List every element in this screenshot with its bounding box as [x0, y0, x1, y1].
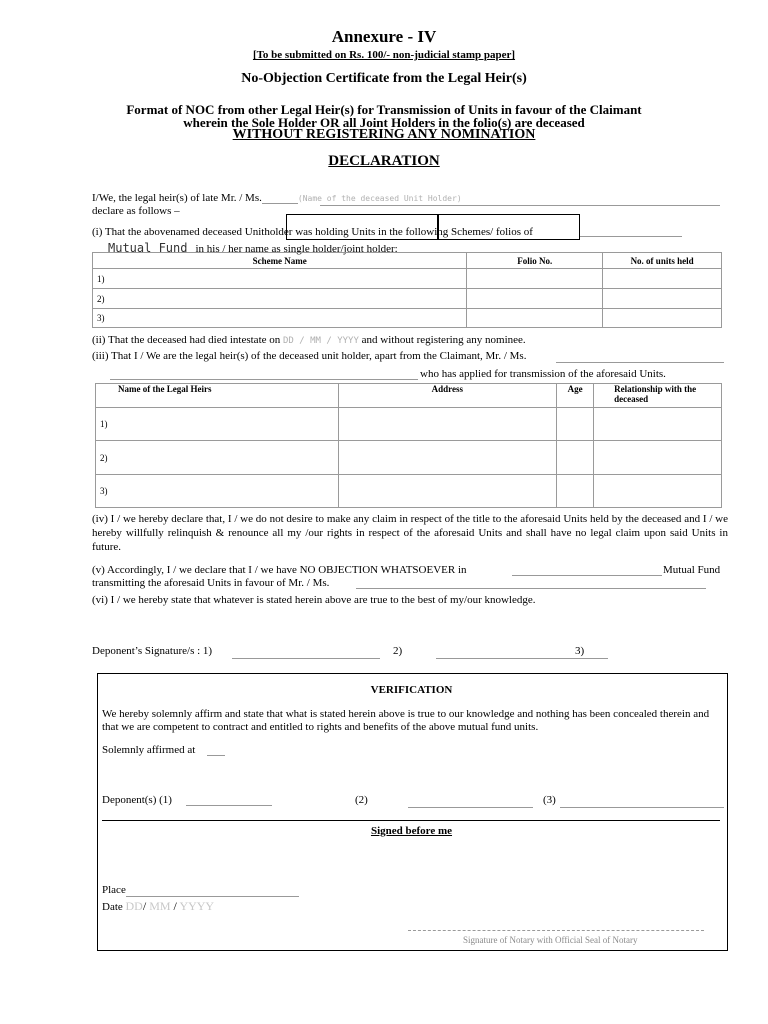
deponent-2-label: (2): [355, 794, 368, 806]
intro-blank: [262, 192, 298, 204]
clause-ii-prefix: (ii) That the deceased had died intestate on: [92, 334, 281, 346]
clause-iii-line-1: (iii) That I / We are the legal heir(s) of the deceased unit holder, apart from the Claimant, Mr. / Ms.: [92, 350, 527, 362]
clause-i-text: (i) That the abovenamed deceased Unitholder was holding Units in the following Schemes/ folios of: [92, 226, 533, 238]
heir-name-cell[interactable]: 2): [96, 441, 339, 475]
scheme-name-cell[interactable]: 3): [93, 309, 467, 328]
clause-v-prefix: (v) Accordingly, I / we declare that I / we have NO OBJECTION WHATSOEVER in: [92, 564, 467, 576]
deponent-1-line[interactable]: [186, 805, 272, 806]
table-row: [96, 475, 722, 508]
verification-body: We hereby solemnly affirm and state that what is stated herein above is true to our knowledge and nothing has been concealed therein and that we are competent to contract and entitled to rights and benefits of the above mutual fund units.: [102, 708, 710, 733]
signature-2-line[interactable]: [436, 658, 608, 659]
clause-ii: [92, 334, 526, 346]
scheme-input-box-2[interactable]: [438, 214, 580, 240]
format-line-3: WITHOUT REGISTERING ANY NOMINATION: [232, 127, 536, 142]
affirmed-at-label: Solemnly affirmed at: [102, 744, 196, 756]
table-row: [93, 309, 722, 328]
clause-vi: (vi) I / we hereby state that whatever is stated herein above are true to the best of my/our knowledge.: [92, 594, 536, 606]
intro-line-1: [92, 192, 462, 204]
legal-heirs-table: [95, 383, 722, 508]
folio-no-cell[interactable]: [467, 269, 603, 289]
date-label: Date: [102, 901, 123, 913]
folio-no-cell[interactable]: [467, 309, 603, 328]
date-yyyy: YYYY: [179, 899, 215, 913]
clause-ii-suffix: and without registering any nominee.: [361, 334, 526, 346]
date-dd: DD: [125, 899, 143, 913]
annexure-title: Annexure - IV: [331, 27, 437, 46]
date-mm: MM: [149, 899, 171, 913]
table-row: [93, 289, 722, 309]
death-date-field[interactable]: DD / MM / YYYY: [283, 336, 359, 346]
scheme-name-cell[interactable]: 2): [93, 289, 467, 309]
stamp-paper-note: [To be submitted on Rs. 100/- non-judicial stamp paper]: [252, 49, 516, 61]
signed-before-me: Signed before me: [370, 825, 453, 837]
deceased-name-underline: [320, 205, 720, 206]
heir-name-cell[interactable]: 3): [96, 475, 339, 508]
units-held-cell[interactable]: [603, 309, 722, 328]
table-row: [96, 441, 722, 475]
fund-name-blank[interactable]: [512, 575, 662, 576]
deponent-signature-label: Deponent’s Signature/s : 1): [92, 645, 213, 657]
relationship-cell[interactable]: [594, 475, 722, 508]
verification-divider: [102, 820, 720, 821]
mutual-fund-label: Mutual Fund: [108, 241, 188, 255]
deceased-name-field[interactable]: (Name of the deceased Unit Holder): [297, 194, 462, 203]
noc-title: No-Objection Certificate from the Legal Heir(s): [241, 71, 527, 86]
affirmed-at-blank[interactable]: [207, 755, 225, 756]
folio-no-header: Folio No.: [467, 253, 603, 269]
format-line-1: Format of NOC from other Legal Heir(s) for Transmission of Units in favour of the Claimant: [126, 102, 642, 117]
address-cell[interactable]: [338, 408, 557, 441]
intro-line-2: declare as follows –: [92, 205, 180, 217]
age-cell[interactable]: [557, 475, 594, 508]
intro-prefix: I/We, the legal heir(s) of late Mr. / Ms.: [92, 192, 262, 204]
verification-title: VERIFICATION: [370, 684, 453, 696]
age-cell[interactable]: [557, 441, 594, 475]
age-cell[interactable]: [557, 408, 594, 441]
format-line-2: wherein the Sole Holder OR all Joint Holders in the folio(s) are deceased: [183, 115, 585, 130]
scheme-input-box-1[interactable]: [286, 214, 438, 240]
heir-name-header: Name of the Legal Heirs: [96, 384, 339, 408]
scheme-name-header: Scheme Name: [93, 253, 467, 269]
signature-3-label: 3): [575, 645, 585, 657]
relationship-cell[interactable]: [594, 441, 722, 475]
transferee-name-blank[interactable]: [356, 588, 706, 589]
age-header: Age: [557, 384, 594, 408]
place-blank[interactable]: [126, 896, 299, 897]
scheme-name-cell[interactable]: 1): [93, 269, 467, 289]
heir-name-cell[interactable]: 1): [96, 408, 339, 441]
clause-iii-line-2: who has applied for transmission of the aforesaid Units.: [420, 368, 666, 380]
clause-v-suffix: Mutual Fund: [663, 564, 721, 576]
notary-date-field[interactable]: DD/ MM / YYYY: [125, 899, 215, 913]
units-held-header: No. of units held: [603, 253, 722, 269]
place-label: Place: [102, 884, 126, 896]
signature-2-label: 2): [393, 645, 403, 657]
clause-i-suffix: in his / her name as single holder/joint holder:: [195, 243, 398, 255]
date-row: [102, 899, 214, 914]
deponent-3-line[interactable]: [560, 807, 724, 808]
declaration-heading: DECLARATION: [328, 153, 440, 169]
relationship-header: Relationship with the deceased: [594, 384, 722, 408]
table-row: [93, 269, 722, 289]
claimant-name-underline[interactable]: [556, 362, 724, 363]
clause-iv: (iv) I / we hereby declare that, I / we do not desire to make any claim in respect of the title to the aforesaid Units held by the deceased and I / we hereby willfully relinquish & renounce all my /our rights in respect of the aforesaid Units and shall have no legal claim upon said Units in future.: [92, 513, 728, 553]
claimant-name-underline-2[interactable]: [110, 379, 418, 380]
scheme-table: [92, 252, 722, 328]
table-row: [96, 408, 722, 441]
notary-signature-line[interactable]: [408, 930, 704, 931]
deponents-label: Deponent(s) (1): [102, 794, 172, 806]
clause-v-line-2: transmitting the aforesaid Units in favour of Mr. / Ms.: [92, 577, 330, 589]
deponent-3-label: (3): [543, 794, 556, 806]
units-held-cell[interactable]: [603, 289, 722, 309]
signature-1-line[interactable]: [232, 658, 380, 659]
notary-caption: Signature of Notary with Official Seal of Notary: [463, 935, 638, 945]
address-cell[interactable]: [338, 475, 557, 508]
fund-name-underline[interactable]: [580, 236, 682, 237]
address-header: Address: [338, 384, 557, 408]
deponent-2-line[interactable]: [408, 807, 533, 808]
units-held-cell[interactable]: [603, 269, 722, 289]
address-cell[interactable]: [338, 441, 557, 475]
folio-no-cell[interactable]: [467, 289, 603, 309]
relationship-cell[interactable]: [594, 408, 722, 441]
